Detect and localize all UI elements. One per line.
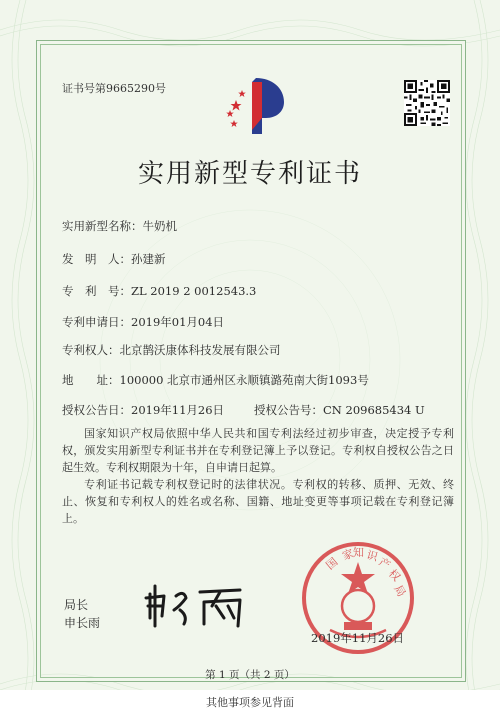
certificate-title: 实用新型专利证书 bbox=[137, 159, 362, 189]
signer-title: 局长 bbox=[64, 598, 89, 612]
legal-paragraph-1: 国家知识产权局依照中华人民共和国专利法经过初步审查，决定授予专利权，颁发实用新型专利证书并在专利登记簿上予以登记。专利权自授权公告之日起生效。专利权期限为十年，自申请日起算。 bbox=[62, 427, 454, 474]
svg-text:权: 权 bbox=[385, 566, 403, 584]
svg-text:知: 知 bbox=[353, 546, 364, 559]
signer-name: 申长雨 bbox=[64, 616, 101, 630]
inventor: 发 明 人：孙建新 bbox=[62, 252, 166, 266]
patent-office-emblem-icon bbox=[222, 72, 292, 138]
utility-model-name: 实用新型名称：牛奶机 bbox=[62, 219, 177, 233]
legal-paragraph-2: 专利证书记载专利权登记时的法律状况。专利权的转移、质押、无效、终止、恢复和专利权人的姓名或名称、国籍、地址变更等事项记载在专利登记簿上。 bbox=[62, 478, 454, 525]
handwritten-signature-icon bbox=[140, 576, 260, 636]
grant-announcement-date: 授权公告日：2019年11月26日 bbox=[62, 403, 225, 417]
back-note: 其他事项参见背面 bbox=[206, 696, 294, 709]
svg-text:识: 识 bbox=[365, 548, 380, 564]
seal-date: 2019年11月26日 bbox=[311, 631, 405, 645]
address: 地 址：100000 北京市通州区永顺镇潞苑南大街1093号 bbox=[62, 373, 369, 387]
filing-date: 专利申请日：2019年01月04日 bbox=[62, 315, 225, 329]
qr-code-icon bbox=[404, 80, 450, 126]
page-number: 第 1 页（共 2 页） bbox=[205, 669, 295, 681]
grant-announcement-number: 授权公告号：CN 209685434 U bbox=[254, 403, 425, 417]
svg-text:家: 家 bbox=[340, 546, 356, 563]
patent-holder: 专利权人：北京鹊沃康体科技发展有限公司 bbox=[62, 343, 281, 357]
svg-text:局: 局 bbox=[391, 583, 409, 600]
patent-number: 专 利 号：ZL 2019 2 0012543.3 bbox=[62, 284, 257, 298]
svg-text:国: 国 bbox=[323, 555, 341, 573]
svg-text:产: 产 bbox=[376, 555, 393, 573]
certificate-number: 证书号第9665290号 bbox=[62, 82, 166, 95]
